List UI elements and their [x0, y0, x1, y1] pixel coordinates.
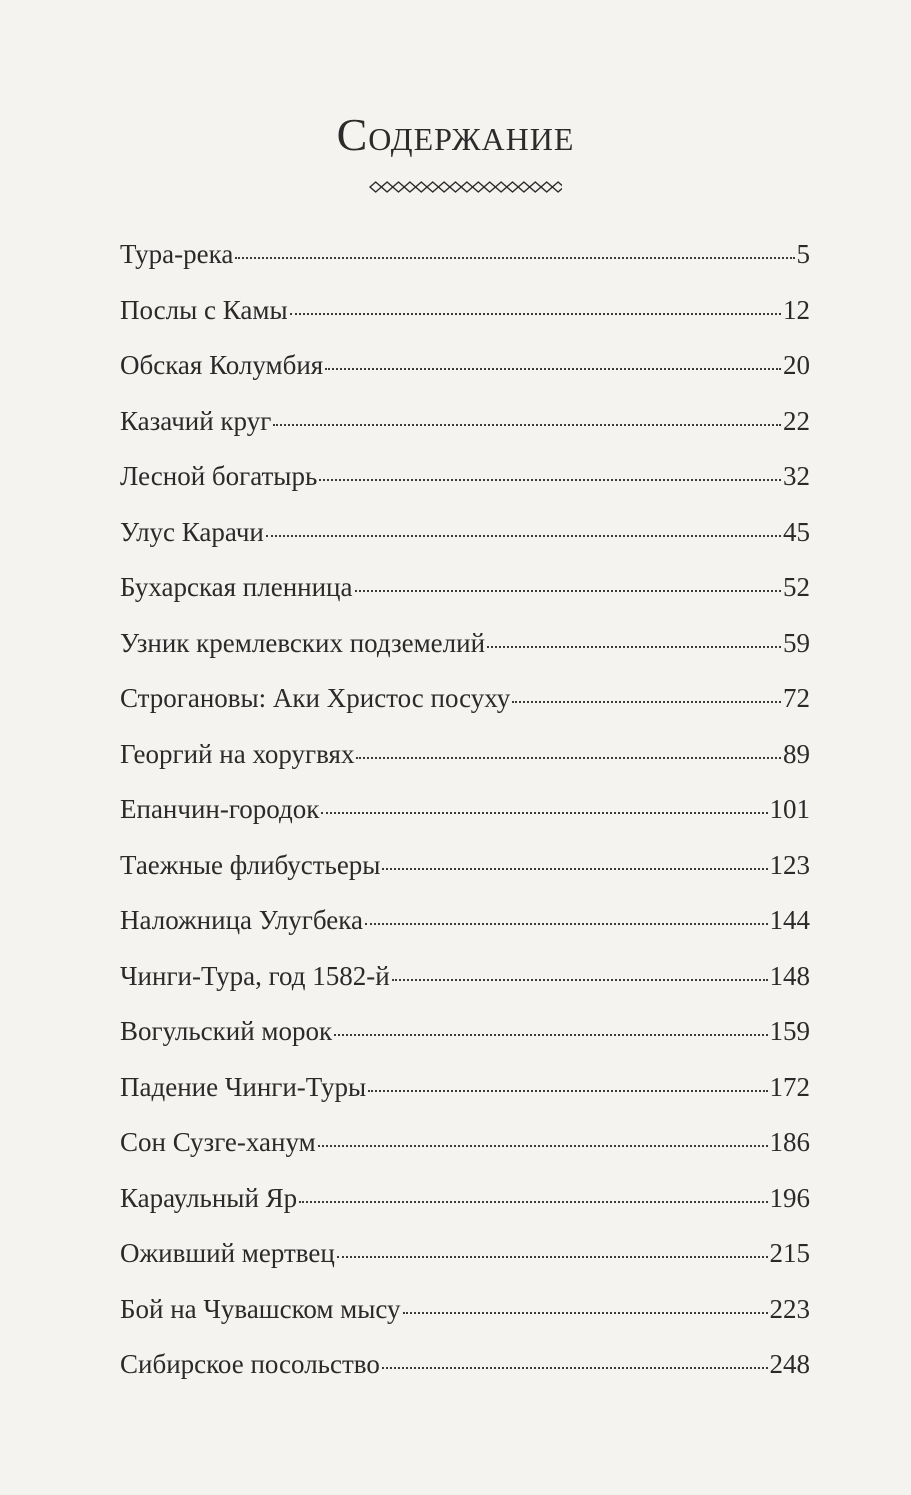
toc-entry-page: 12 [783, 294, 810, 325]
dot-leader [512, 701, 781, 703]
toc-entry-title: Строгановы: Аки Христос посуху [120, 683, 511, 713]
ornament-diamond [416, 182, 427, 192]
dot-leader [334, 1034, 767, 1036]
ornament-diamond [438, 182, 449, 192]
toc-entry-title: Чинги-Тура, год 1582-й [120, 960, 390, 991]
toc-entry-title: Лесной богатырь [120, 461, 318, 491]
table-of-contents [120, 236, 810, 1402]
ornament-diamond [370, 182, 381, 192]
dot-leader [299, 1201, 767, 1203]
toc-entry[interactable] [120, 569, 810, 625]
ornament-diamond [495, 182, 506, 192]
toc-entry-title: Таежные флибустьеры [120, 849, 381, 880]
toc-entry[interactable] [120, 1124, 810, 1180]
toc-entry-page: 144 [769, 905, 810, 935]
toc-entry-page: 101 [769, 794, 810, 824]
ornament-diamond [473, 182, 484, 192]
ornament-diamond [393, 182, 404, 192]
toc-entry-page: 123 [769, 849, 810, 880]
toc-entry-page: 22 [783, 405, 810, 436]
toc-entry[interactable] [120, 791, 810, 847]
toc-entry[interactable] [120, 958, 810, 1014]
toc-entry-title: Казачий круг [120, 405, 272, 436]
dot-leader [337, 1256, 768, 1258]
toc-entry-page: 89 [783, 738, 810, 769]
toc-entry-page: 59 [783, 627, 810, 658]
toc-entry-title: Караульный Яр [120, 1182, 298, 1213]
toc-entry-page: 20 [783, 350, 810, 380]
toc-entry[interactable] [120, 403, 810, 459]
toc-entry[interactable] [120, 1180, 810, 1236]
toc-entry[interactable] [120, 625, 810, 681]
page-title: Содержание [336, 109, 575, 160]
dot-leader [318, 1145, 768, 1147]
toc-entry-page: 32 [783, 461, 810, 491]
dot-leader [355, 590, 782, 592]
toc-entry[interactable] [120, 1291, 810, 1347]
ornament-diamond [404, 182, 415, 192]
ornament-diamond [518, 182, 529, 192]
toc-entry-page: 223 [769, 1293, 810, 1324]
toc-entry-title: Сон Сузге-ханум [120, 1127, 316, 1157]
toc-entry[interactable] [120, 514, 810, 570]
toc-entry[interactable] [120, 680, 810, 736]
ornament-diamond [461, 182, 472, 192]
dot-leader [319, 479, 781, 481]
toc-entry[interactable] [120, 1069, 810, 1125]
toc-entry-title: Георгий на хоругвях [120, 738, 355, 769]
ornament-diamond [484, 182, 495, 192]
toc-entry-title: Бой на Чувашском мысу [120, 1293, 401, 1324]
ornament-diamond [507, 182, 518, 192]
ornament-diamond [450, 182, 461, 192]
dot-leader [392, 979, 768, 981]
toc-entry[interactable] [120, 847, 810, 903]
toc-entry-page: 72 [783, 683, 810, 713]
toc-entry[interactable] [120, 1346, 810, 1402]
dot-leader [273, 424, 781, 426]
toc-entry[interactable] [120, 347, 810, 403]
ornament-diamond [552, 182, 562, 192]
toc-entry[interactable] [120, 292, 810, 348]
ornament-diamond [427, 182, 438, 192]
toc-entry-page: 172 [769, 1071, 810, 1102]
toc-entry[interactable] [120, 458, 810, 514]
toc-entry-title: Тура-река [120, 239, 234, 269]
toc-entry-title: Бухарская пленница [120, 572, 353, 602]
toc-entry-page: 215 [769, 1238, 810, 1268]
toc-entry-title: Послы с Камы [120, 294, 288, 325]
toc-entry-title: Оживший мертвец [120, 1238, 335, 1268]
toc-entry-page: 52 [783, 572, 810, 602]
toc-entry-page: 5 [796, 239, 810, 269]
toc-entry-title: Обская Колумбия [120, 350, 324, 380]
toc-entry-title: Улус Карачи [120, 516, 264, 547]
dot-leader [356, 757, 781, 759]
toc-entry-page: 148 [769, 960, 810, 991]
toc-entry-page: 196 [769, 1182, 810, 1213]
dot-leader [321, 812, 767, 814]
dot-leader [325, 368, 781, 370]
toc-entry-title: Сибирское посольство [120, 1349, 380, 1379]
dot-leader [235, 257, 794, 259]
dot-leader [365, 923, 768, 925]
toc-entry-page: 186 [769, 1127, 810, 1157]
toc-entry[interactable] [120, 236, 810, 292]
dot-leader [382, 1367, 768, 1369]
toc-entry-title: Наложница Улугбека [120, 905, 363, 935]
dot-leader [290, 313, 781, 315]
toc-entry[interactable] [120, 1235, 810, 1291]
toc-entry[interactable] [120, 902, 810, 958]
toc-entry[interactable] [120, 1013, 810, 1069]
dot-leader [487, 646, 781, 648]
toc-entry-page: 159 [769, 1016, 810, 1046]
ornament-diamond [541, 182, 552, 192]
toc-entry-page: 248 [769, 1349, 810, 1379]
dot-leader [266, 535, 781, 537]
dot-leader [368, 1090, 767, 1092]
toc-entry-title: Падение Чинги-Туры [120, 1071, 367, 1102]
toc-entry-page: 45 [783, 516, 810, 547]
toc-entry-title: Епанчин-городок [120, 794, 320, 824]
toc-entry-title: Вогульский морок [120, 1016, 333, 1046]
dot-leader [382, 868, 767, 870]
ornament-diamond [530, 182, 541, 192]
toc-entry-title: Узник кремлевских подземелий [120, 627, 486, 658]
ornament-diamond [381, 182, 392, 192]
diamond-chain-ornament [366, 180, 562, 194]
dot-leader [403, 1312, 768, 1314]
toc-entry[interactable] [120, 736, 810, 792]
